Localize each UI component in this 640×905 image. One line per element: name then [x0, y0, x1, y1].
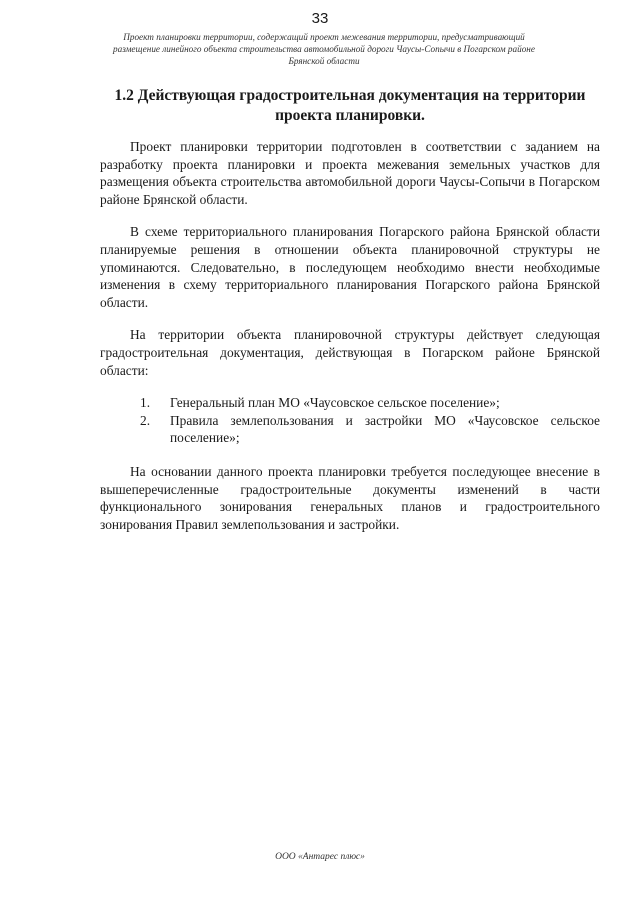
- page-footer: ООО «Антарес плюс»: [275, 852, 365, 862]
- list-item: [100, 394, 600, 412]
- paragraph: В схеме территориального планирования Погарского района Брянской области планируемые решения в отношении объекта планировочной структуры не упоминаются. Следовательно, в последующем необходимо внести необходимые изменения в схему территориального планирования Погарского района Брянской области.: [100, 224, 600, 310]
- list-item-number: 2.: [140, 412, 151, 428]
- section-title-line: 1.2 Действующая градостроительная документация на территории: [114, 87, 586, 104]
- paragraph: Проект планировки территории подготовлен в соответствии с заданием на разработку проекта планировки и проекта межевания земельных участков для размещения объекта строительства автомобильной дороги Чаусы-Сопычи в Погарском районе Брянской области.: [100, 139, 600, 207]
- document-body: [100, 138, 600, 548]
- list-item: [100, 412, 600, 447]
- running-header-line: Проект планировки территории, содержащий проект межевания территории, предусматривающий: [123, 32, 525, 42]
- page-number: 33: [311, 10, 329, 27]
- section-title-line: проекта планировки.: [275, 107, 425, 124]
- paragraph: На территории объекта планировочной структуры действует следующая градостроительная документация, действующая в Погарском районе Брянской области:: [100, 327, 600, 378]
- list-item-text: Генеральный план МО «Чаусовское сельское поселение»;: [170, 395, 500, 411]
- documentation-list: [100, 394, 600, 447]
- running-header-line: Брянской области: [288, 56, 360, 66]
- running-header-line: размещение линейного объекта строительства автомобильной дороги Чаусы-Сопычи в Погарском районе: [113, 44, 535, 54]
- closing-paragraph: На основании данного проекта планировки требуется последующее внесение в вышеперечисленные градостроительные документы изменений в части функционального зонирования генеральных планов и градостроительного зонирования Правил землепользования и застройки.: [100, 463, 600, 532]
- list-item-number: 1.: [140, 395, 151, 411]
- section-title: [100, 86, 600, 126]
- list-item-text: Правила землепользования и застройки МО «Чаусовское сельское поселение»;: [170, 412, 600, 446]
- running-header: [96, 31, 552, 67]
